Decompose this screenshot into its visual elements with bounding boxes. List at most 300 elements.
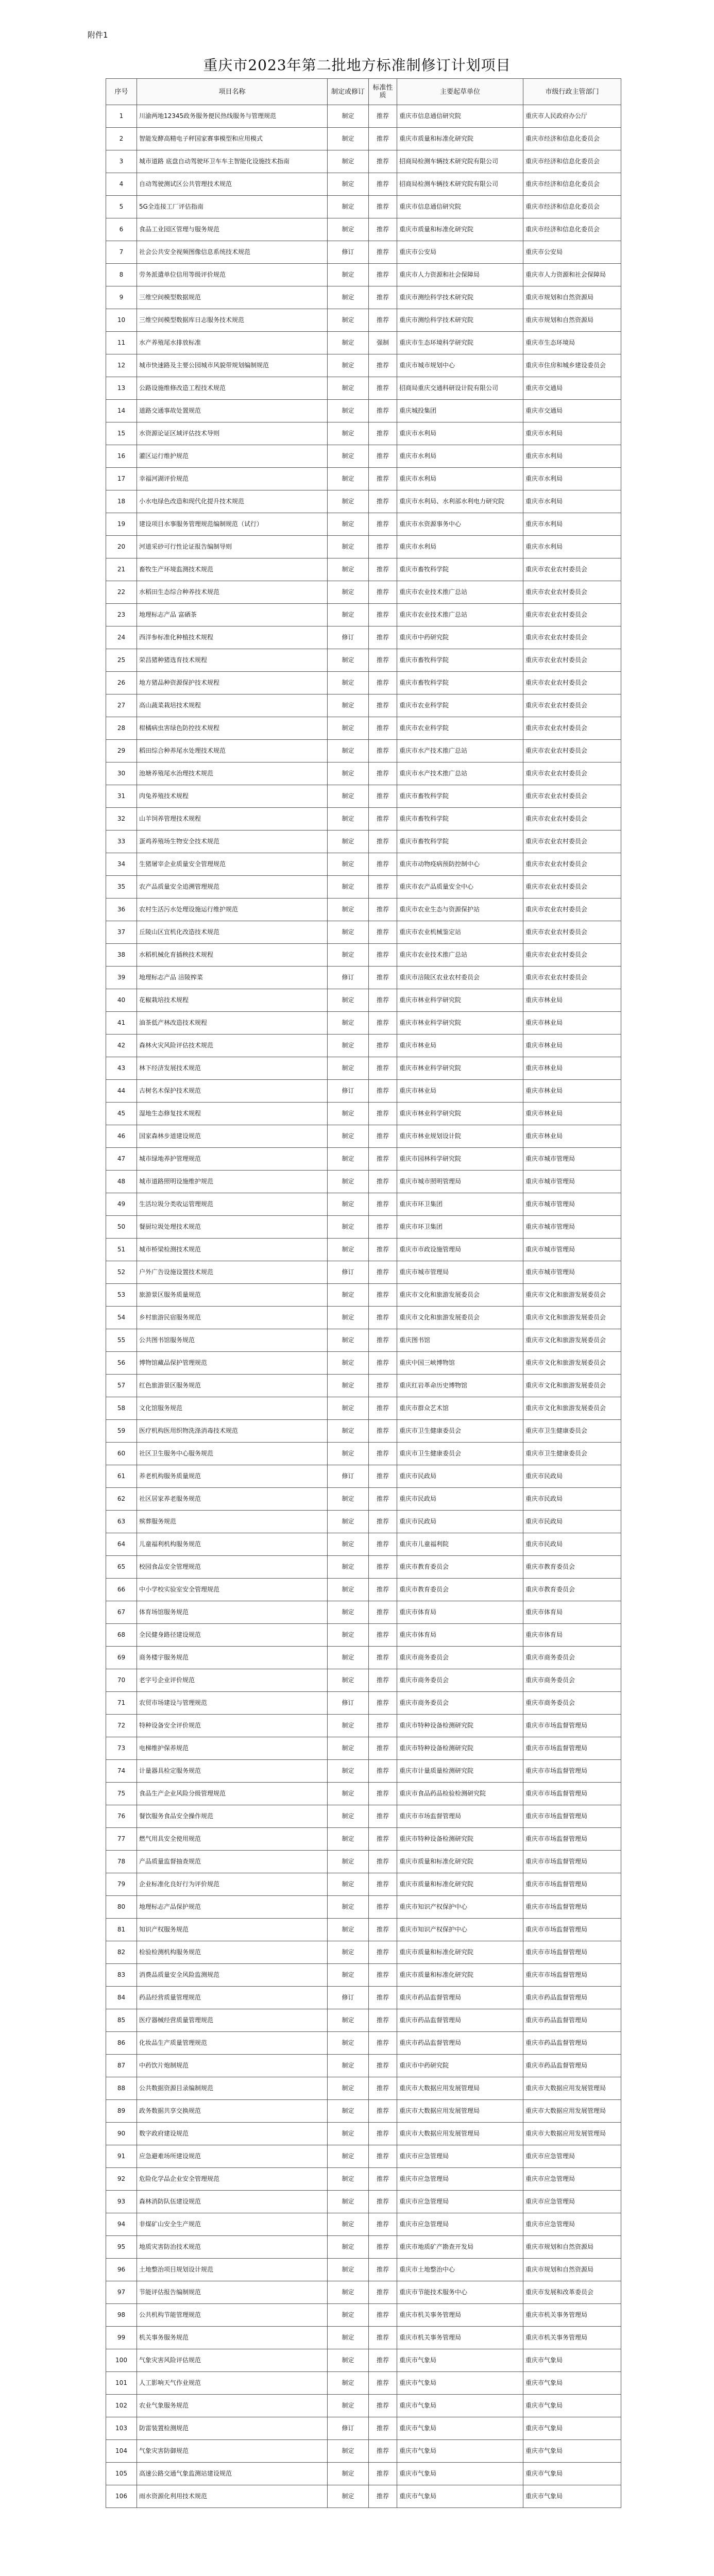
- table-row: [106, 1329, 621, 1352]
- row-nature: 推荐: [369, 1488, 397, 1511]
- row-drafting-unit: 重庆市市政设施管理局: [397, 1239, 523, 1261]
- row-index: 81: [106, 1919, 137, 1941]
- table-row: [106, 989, 621, 1012]
- row-index: 104: [106, 2440, 137, 2463]
- row-drafting-unit: 招商局检测车辆技术研究院有限公司: [397, 150, 523, 173]
- row-drafting-unit: 重庆市水利局: [397, 536, 523, 558]
- standards-plan-table: [106, 78, 621, 2508]
- row-type: 制定: [328, 2259, 369, 2281]
- row-project-name: 湿地生态修复技术规程: [137, 1103, 328, 1125]
- row-project-name: 城市绿地养护管理规范: [137, 1148, 328, 1171]
- row-type: 制定: [328, 1420, 369, 1443]
- row-project-name: 气象灾害防御规范: [137, 2440, 328, 2463]
- row-project-name: 农业气象服务规范: [137, 2395, 328, 2417]
- row-drafting-unit: 重庆市林业科学研究院: [397, 1103, 523, 1125]
- table-row: [106, 944, 621, 967]
- row-project-name: 中药饮片炮制规范: [137, 2055, 328, 2077]
- row-project-name: 地方猪品种资源保护技术规程: [137, 672, 328, 694]
- row-index: 19: [106, 513, 137, 536]
- row-type: 制定: [328, 105, 369, 128]
- table-row: [106, 740, 621, 762]
- row-nature: 推荐: [369, 105, 397, 128]
- row-index: 10: [106, 309, 137, 332]
- row-drafting-unit: 重庆市水资源事务中心: [397, 513, 523, 536]
- row-nature: 推荐: [369, 2395, 397, 2417]
- row-project-name: 稻田综合种养尾水处理技术规范: [137, 740, 328, 762]
- row-type: 制定: [328, 1919, 369, 1941]
- header-department: 市级行政主管部门: [523, 79, 621, 105]
- row-index: 33: [106, 831, 137, 853]
- row-project-name: 池塘养殖尾水治理技术规范: [137, 762, 328, 785]
- row-type: 修订: [328, 1692, 369, 1715]
- row-type: 制定: [328, 717, 369, 740]
- row-type: 制定: [328, 876, 369, 899]
- row-index: 72: [106, 1715, 137, 1737]
- row-department: 重庆市文化和旅游发展委员会: [523, 1397, 621, 1420]
- row-drafting-unit: 重庆市水产技术推广总站: [397, 740, 523, 762]
- row-nature: 推荐: [369, 1148, 397, 1171]
- row-drafting-unit: 重庆市农业机械鉴定站: [397, 921, 523, 944]
- row-drafting-unit: 重庆市大数据应用发展管理局: [397, 2123, 523, 2145]
- row-project-name: 灌区运行维护规范: [137, 445, 328, 468]
- row-nature: 推荐: [369, 1828, 397, 1851]
- row-nature: 推荐: [369, 1443, 397, 1465]
- row-type: 制定: [328, 1941, 369, 1964]
- row-project-name: 生活垃圾分类收运管理规范: [137, 1193, 328, 1216]
- row-nature: 推荐: [369, 1397, 397, 1420]
- attachment-label: 附件1: [88, 30, 108, 40]
- table-row: [106, 853, 621, 876]
- row-project-name: 城市快速路及主要公园城市风貌带规划编制规范: [137, 354, 328, 377]
- row-department: 重庆市农业农村委员会: [523, 808, 621, 831]
- row-department: 重庆市文化和旅游发展委员会: [523, 1307, 621, 1329]
- row-nature: 推荐: [369, 785, 397, 808]
- row-drafting-unit: 重庆市信息通信研究院: [397, 196, 523, 218]
- row-index: 45: [106, 1103, 137, 1125]
- row-index: 86: [106, 2032, 137, 2055]
- row-nature: 推荐: [369, 2077, 397, 2100]
- row-project-name: 花椒栽培技术规程: [137, 989, 328, 1012]
- row-drafting-unit: 重庆市药品监督管理局: [397, 1987, 523, 2009]
- row-department: 重庆市农业农村委员会: [523, 626, 621, 649]
- table-row: [106, 2236, 621, 2259]
- row-nature: 推荐: [369, 2213, 397, 2236]
- row-nature: 推荐: [369, 1737, 397, 1760]
- table-row: [106, 2372, 621, 2395]
- row-index: 15: [106, 422, 137, 445]
- row-nature: 推荐: [369, 354, 397, 377]
- row-type: 制定: [328, 1964, 369, 1987]
- table-row: [106, 1737, 621, 1760]
- row-type: 制定: [328, 2327, 369, 2349]
- row-nature: 推荐: [369, 1352, 397, 1375]
- row-department: 重庆市林业局: [523, 1012, 621, 1035]
- row-department: 重庆市农业农村委员会: [523, 740, 621, 762]
- row-department: 重庆市规划和自然资源局: [523, 309, 621, 332]
- row-department: 重庆市商务委员会: [523, 1647, 621, 1669]
- row-department: 重庆市人民政府办公厅: [523, 105, 621, 128]
- row-nature: 强制: [369, 332, 397, 354]
- row-department: 重庆市水利局: [523, 468, 621, 490]
- table-row: [106, 241, 621, 264]
- row-project-name: 乡村旅游民宿服务规范: [137, 1307, 328, 1329]
- row-index: 74: [106, 1760, 137, 1783]
- row-type: 制定: [328, 989, 369, 1012]
- table-row: [106, 1420, 621, 1443]
- row-nature: 推荐: [369, 377, 397, 400]
- table-row: [106, 2485, 621, 2508]
- row-drafting-unit: 重庆市气象局: [397, 2395, 523, 2417]
- row-project-name: 公共机构节能管理规范: [137, 2304, 328, 2327]
- table-row: [106, 649, 621, 672]
- row-drafting-unit: 重庆市林业科学研究院: [397, 1057, 523, 1080]
- row-project-name: 河道采砂可行性论证报告编制导则: [137, 536, 328, 558]
- row-index: 47: [106, 1148, 137, 1171]
- table-row: [106, 218, 621, 241]
- row-type: 制定: [328, 1873, 369, 1896]
- row-type: 制定: [328, 2032, 369, 2055]
- row-department: 重庆市农业农村委员会: [523, 581, 621, 604]
- row-type: 制定: [328, 2213, 369, 2236]
- row-type: 修订: [328, 626, 369, 649]
- row-index: 31: [106, 785, 137, 808]
- row-department: 重庆市机关事务管理局: [523, 2327, 621, 2349]
- row-department: 重庆市应急管理局: [523, 2145, 621, 2168]
- row-drafting-unit: 重庆市动物疫病预防控制中心: [397, 853, 523, 876]
- table-row: [106, 2168, 621, 2191]
- document-title: 重庆市2023年第二批地方标准制修订计划项目: [203, 57, 511, 74]
- row-type: 制定: [328, 286, 369, 309]
- row-department: 重庆市体育局: [523, 1624, 621, 1647]
- row-type: 制定: [328, 1851, 369, 1873]
- table-header-row: [106, 79, 621, 105]
- row-drafting-unit: 重庆市商务委员会: [397, 1669, 523, 1692]
- row-drafting-unit: 重庆市节能技术服务中心: [397, 2281, 523, 2304]
- table-row: [106, 1352, 621, 1375]
- row-department: 重庆市文化和旅游发展委员会: [523, 1329, 621, 1352]
- row-department: 重庆市水利局: [523, 422, 621, 445]
- row-project-name: 油茶低产林改造技术规程: [137, 1012, 328, 1035]
- row-nature: 推荐: [369, 1760, 397, 1783]
- row-nature: 推荐: [369, 2259, 397, 2281]
- row-type: 制定: [328, 2236, 369, 2259]
- table-row: [106, 2349, 621, 2372]
- table-row: [106, 2032, 621, 2055]
- row-department: 重庆市水利局: [523, 536, 621, 558]
- table-row: [106, 1057, 621, 1080]
- row-drafting-unit: 重庆市市场监督管理局: [397, 1805, 523, 1828]
- row-index: 84: [106, 1987, 137, 2009]
- table-row: [106, 128, 621, 150]
- row-type: 制定: [328, 1579, 369, 1601]
- row-index: 28: [106, 717, 137, 740]
- row-nature: 推荐: [369, 1125, 397, 1148]
- row-drafting-unit: 重庆市人力资源和社会保障局: [397, 264, 523, 286]
- row-index: 7: [106, 241, 137, 264]
- row-drafting-unit: 重庆市畜牧科学院: [397, 672, 523, 694]
- row-project-name: 地理标志产品 涪陵榨菜: [137, 967, 328, 989]
- row-nature: 推荐: [369, 1465, 397, 1488]
- row-drafting-unit: 重庆市商务委员会: [397, 1692, 523, 1715]
- row-nature: 推荐: [369, 694, 397, 717]
- row-project-name: 社区居家养老服务规范: [137, 1488, 328, 1511]
- table-row: [106, 1647, 621, 1669]
- row-index: 78: [106, 1851, 137, 1873]
- row-nature: 推荐: [369, 1035, 397, 1057]
- table-row: [106, 2259, 621, 2281]
- row-nature: 推荐: [369, 717, 397, 740]
- row-index: 42: [106, 1035, 137, 1057]
- row-project-name: 消费品质量安全风险监测规范: [137, 1964, 328, 1987]
- row-drafting-unit: 重庆市气象局: [397, 2417, 523, 2440]
- row-drafting-unit: 重庆市质量和标准化研究院: [397, 1851, 523, 1873]
- row-index: 79: [106, 1873, 137, 1896]
- row-project-name: 药品经营质量管理规范: [137, 1987, 328, 2009]
- header-type: 制定或修订: [328, 79, 369, 105]
- row-department: 重庆市农业农村委员会: [523, 785, 621, 808]
- table-row: [106, 808, 621, 831]
- row-drafting-unit: 重庆市民政局: [397, 1465, 523, 1488]
- row-drafting-unit: 重庆市农业生态与资源保护站: [397, 899, 523, 921]
- row-project-name: 红色旅游景区服务规范: [137, 1375, 328, 1397]
- row-nature: 推荐: [369, 1896, 397, 1919]
- row-project-name: 水稻田生态综合种养技术规范: [137, 581, 328, 604]
- row-project-name: 山羊饲养管理技术规程: [137, 808, 328, 831]
- row-drafting-unit: 重庆市民政局: [397, 1488, 523, 1511]
- row-type: 制定: [328, 1148, 369, 1171]
- row-index: 85: [106, 2009, 137, 2032]
- row-drafting-unit: 重庆红岩革命历史博物馆: [397, 1375, 523, 1397]
- table-row: [106, 831, 621, 853]
- table-row: [106, 105, 621, 128]
- row-nature: 推荐: [369, 309, 397, 332]
- row-index: 2: [106, 128, 137, 150]
- row-type: 制定: [328, 2077, 369, 2100]
- table-row: [106, 1715, 621, 1737]
- row-index: 80: [106, 1896, 137, 1919]
- row-department: 重庆市农业农村委员会: [523, 876, 621, 899]
- row-type: 制定: [328, 2463, 369, 2485]
- row-nature: 推荐: [369, 1987, 397, 2009]
- row-type: 制定: [328, 264, 369, 286]
- table-row: [106, 1987, 621, 2009]
- row-department: 重庆市农业农村委员会: [523, 944, 621, 967]
- table-row: [106, 967, 621, 989]
- row-index: 101: [106, 2372, 137, 2395]
- row-drafting-unit: 重庆市生态环境科学研究院: [397, 332, 523, 354]
- table-row: [106, 2100, 621, 2123]
- row-type: 制定: [328, 1601, 369, 1624]
- row-department: 重庆市林业局: [523, 1057, 621, 1080]
- row-project-name: 自动驾驶测试区公共管理技术规范: [137, 173, 328, 196]
- row-nature: 推荐: [369, 1080, 397, 1103]
- row-index: 102: [106, 2395, 137, 2417]
- row-department: 重庆市水利局: [523, 445, 621, 468]
- table-row: [106, 513, 621, 536]
- row-project-name: 体育场馆服务规范: [137, 1601, 328, 1624]
- row-project-name: 食品工业园区管理与服务规范: [137, 218, 328, 241]
- row-type: 修订: [328, 967, 369, 989]
- table-row: [106, 490, 621, 513]
- table-row: [106, 2055, 621, 2077]
- table-row: [106, 1601, 621, 1624]
- row-department: 重庆市人力资源和社会保障局: [523, 264, 621, 286]
- row-drafting-unit: 重庆市大数据应用发展管理局: [397, 2100, 523, 2123]
- table-row: [106, 1919, 621, 1941]
- row-type: 制定: [328, 1329, 369, 1352]
- row-project-name: 西洋参标准化种植技术规程: [137, 626, 328, 649]
- table-row: [106, 558, 621, 581]
- row-index: 27: [106, 694, 137, 717]
- row-department: 重庆市气象局: [523, 2395, 621, 2417]
- row-department: 重庆市公安局: [523, 241, 621, 264]
- table-row: [106, 2417, 621, 2440]
- row-index: 39: [106, 967, 137, 989]
- table-row: [106, 1760, 621, 1783]
- row-drafting-unit: 重庆市机关事务管理局: [397, 2327, 523, 2349]
- table-row: [106, 2009, 621, 2032]
- row-drafting-unit: 重庆市体育局: [397, 1624, 523, 1647]
- table-row: [106, 717, 621, 740]
- row-nature: 推荐: [369, 740, 397, 762]
- row-index: 97: [106, 2281, 137, 2304]
- row-type: 制定: [328, 649, 369, 672]
- row-type: 制定: [328, 1057, 369, 1080]
- table-row: [106, 1851, 621, 1873]
- table-row: [106, 2304, 621, 2327]
- row-project-name: 公共数据资源目录编制规范: [137, 2077, 328, 2100]
- table-row: [106, 1307, 621, 1329]
- row-nature: 推荐: [369, 1805, 397, 1828]
- row-project-name: 三维空间模型数据规范: [137, 286, 328, 309]
- row-type: 制定: [328, 808, 369, 831]
- row-drafting-unit: 重庆市特种设备检测研究院: [397, 1828, 523, 1851]
- table-row: [106, 1669, 621, 1692]
- table-row: [106, 2281, 621, 2304]
- row-type: 修订: [328, 1080, 369, 1103]
- row-department: 重庆市农业农村委员会: [523, 694, 621, 717]
- row-department: 重庆市药品监督管理局: [523, 2009, 621, 2032]
- row-drafting-unit: 重庆市气象局: [397, 2463, 523, 2485]
- row-drafting-unit: 重庆市气象局: [397, 2349, 523, 2372]
- table-row: [106, 785, 621, 808]
- row-type: 制定: [328, 1783, 369, 1805]
- table-row: [106, 354, 621, 377]
- row-type: 制定: [328, 2304, 369, 2327]
- row-drafting-unit: 重庆图书馆: [397, 1329, 523, 1352]
- row-index: 88: [106, 2077, 137, 2100]
- row-type: 制定: [328, 1443, 369, 1465]
- row-project-name: 企业标准化良好行为评价规范: [137, 1873, 328, 1896]
- row-drafting-unit: 重庆市特种设备检测研究院: [397, 1715, 523, 1737]
- row-department: 重庆市城市管理局: [523, 1148, 621, 1171]
- row-index: 9: [106, 286, 137, 309]
- row-type: 制定: [328, 1488, 369, 1511]
- row-index: 44: [106, 1080, 137, 1103]
- table-row: [106, 1261, 621, 1284]
- table-row: [106, 150, 621, 173]
- row-department: 重庆市市场监督管理局: [523, 1715, 621, 1737]
- row-type: 修订: [328, 241, 369, 264]
- row-type: 制定: [328, 513, 369, 536]
- row-project-name: 医疗器械经营质量管理规范: [137, 2009, 328, 2032]
- row-nature: 推荐: [369, 1261, 397, 1284]
- row-index: 26: [106, 672, 137, 694]
- row-department: 重庆市农业农村委员会: [523, 649, 621, 672]
- table-row: [106, 626, 621, 649]
- table-row: [106, 1035, 621, 1057]
- row-department: 重庆市城市管理局: [523, 1171, 621, 1193]
- row-type: 制定: [328, 422, 369, 445]
- row-nature: 推荐: [369, 1533, 397, 1556]
- row-department: 重庆市教育委员会: [523, 1579, 621, 1601]
- row-type: 制定: [328, 173, 369, 196]
- row-type: 制定: [328, 445, 369, 468]
- row-project-name: 检验检测机构服务规范: [137, 1941, 328, 1964]
- row-department: 重庆市文化和旅游发展委员会: [523, 1352, 621, 1375]
- row-nature: 推荐: [369, 2440, 397, 2463]
- row-type: 制定: [328, 468, 369, 490]
- row-department: 重庆市卫生健康委员会: [523, 1420, 621, 1443]
- row-project-name: 社区卫生服务中心服务规范: [137, 1443, 328, 1465]
- row-project-name: 知识产权服务规范: [137, 1919, 328, 1941]
- row-department: 重庆市教育委员会: [523, 1556, 621, 1579]
- row-project-name: 人工影响天气作业规范: [137, 2372, 328, 2395]
- row-department: 重庆市市场监督管理局: [523, 1805, 621, 1828]
- row-nature: 推荐: [369, 445, 397, 468]
- row-type: 制定: [328, 2145, 369, 2168]
- table-row: [106, 332, 621, 354]
- row-index: 63: [106, 1511, 137, 1533]
- row-drafting-unit: 重庆市应急管理局: [397, 2168, 523, 2191]
- row-type: 制定: [328, 2191, 369, 2213]
- row-department: 重庆市大数据应用发展管理局: [523, 2100, 621, 2123]
- row-department: 重庆市城市管理局: [523, 1193, 621, 1216]
- table-row: [106, 468, 621, 490]
- row-index: 50: [106, 1216, 137, 1239]
- row-type: 制定: [328, 1352, 369, 1375]
- row-department: 重庆市农业农村委员会: [523, 717, 621, 740]
- row-drafting-unit: 重庆市气象局: [397, 2485, 523, 2508]
- row-index: 57: [106, 1375, 137, 1397]
- row-project-name: 高速公路交通气象监测站建设规范: [137, 2463, 328, 2485]
- table-row: [106, 1873, 621, 1896]
- row-nature: 推荐: [369, 2372, 397, 2395]
- row-type: 制定: [328, 558, 369, 581]
- row-department: 重庆市农业农村委员会: [523, 672, 621, 694]
- row-department: 重庆市规划和自然资源局: [523, 2236, 621, 2259]
- row-index: 100: [106, 2349, 137, 2372]
- row-type: 制定: [328, 1193, 369, 1216]
- row-type: 制定: [328, 309, 369, 332]
- row-project-name: 森林消防队伍建设规范: [137, 2191, 328, 2213]
- row-project-name: 水稻机械化育插秧技术规程: [137, 944, 328, 967]
- row-project-name: 政务数据共享交换规范: [137, 2100, 328, 2123]
- row-drafting-unit: 重庆市城市规划中心: [397, 354, 523, 377]
- row-department: 重庆市生态环境局: [523, 332, 621, 354]
- table-row: [106, 899, 621, 921]
- table-row: [106, 309, 621, 332]
- table-row: [106, 173, 621, 196]
- row-department: 重庆市林业局: [523, 989, 621, 1012]
- row-type: 制定: [328, 581, 369, 604]
- row-drafting-unit: 重庆市食品药品检验检测研究院: [397, 1783, 523, 1805]
- row-type: 制定: [328, 196, 369, 218]
- row-department: 重庆市农业农村委员会: [523, 831, 621, 853]
- row-department: 重庆市卫生健康委员会: [523, 1443, 621, 1465]
- row-drafting-unit: 重庆市农业技术推广总站: [397, 944, 523, 967]
- row-type: 制定: [328, 2349, 369, 2372]
